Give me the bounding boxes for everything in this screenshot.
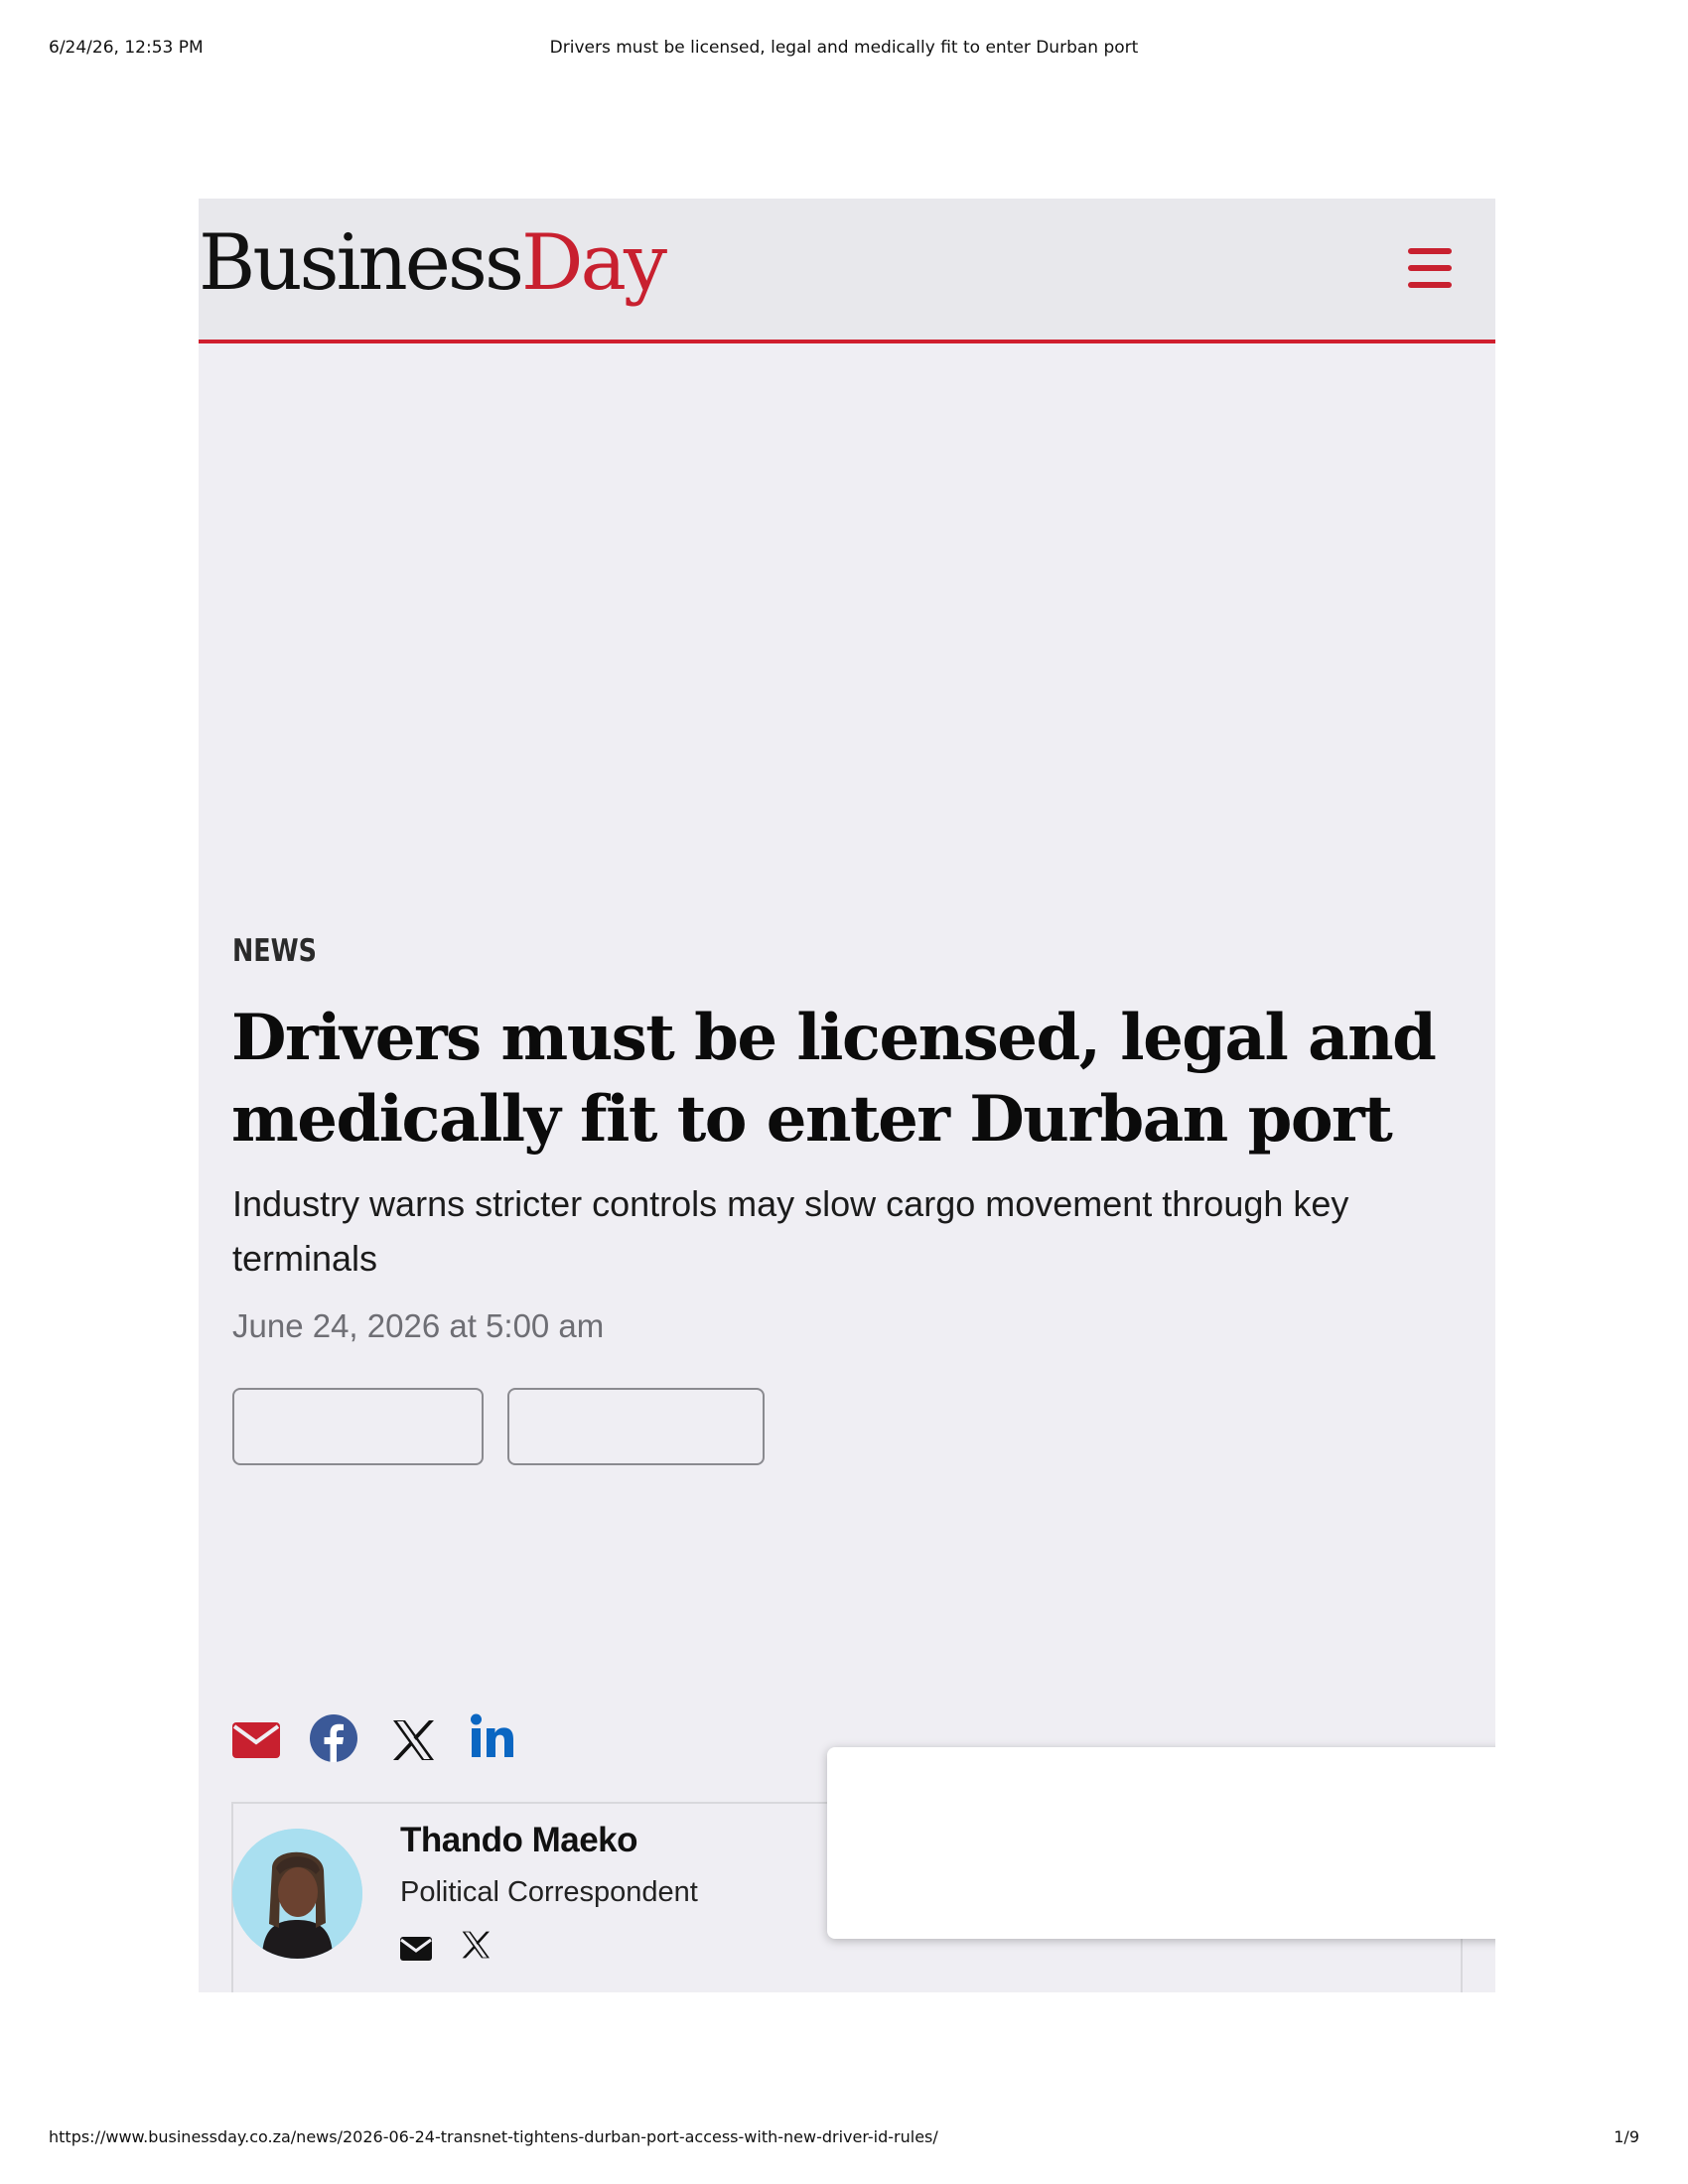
print-header (0, 38, 1688, 62)
print-page-indicator: 1/9 (1614, 2127, 1639, 2146)
article-page (199, 199, 1495, 1992)
print-document-title: Drivers must be licensed, legal and medically fit to enter Durban port (549, 38, 1139, 58)
logo-day: Day (520, 218, 665, 308)
print-timestamp: 6/24/26, 12:53 PM (49, 38, 204, 58)
floating-overlay-card[interactable] (827, 1747, 1495, 1939)
share-email-icon[interactable] (232, 1722, 280, 1772)
author-avatar[interactable] (232, 1829, 362, 1959)
print-footer (0, 2127, 1688, 2151)
hamburger-menu-icon[interactable] (1408, 248, 1452, 288)
article-headline: Drivers must be licensed, legal and medically fit to enter Durban port (231, 1001, 1436, 1157)
author-x-icon[interactable] (461, 1931, 491, 1964)
author-name[interactable]: Thando Maeko (400, 1821, 638, 1859)
action-button-2[interactable] (507, 1388, 765, 1465)
share-facebook-icon[interactable] (310, 1714, 357, 1764)
article-category[interactable]: NEWS (232, 933, 317, 969)
article-date: June 24, 2026 at 5:00 am (232, 1307, 605, 1344)
author-email-icon[interactable] (400, 1937, 432, 1966)
author-role: Political Correspondent (400, 1876, 698, 1908)
article-subheadline: Industry warns stricter controls may slow cargo movement through key terminals (232, 1183, 1349, 1279)
logo-business: Business (199, 218, 521, 308)
share-x-icon[interactable] (391, 1719, 435, 1769)
site-logo[interactable] (199, 218, 664, 308)
masthead (199, 199, 1495, 343)
print-url: https://www.businessday.co.za/news/2026-06-24-transnet-tightens-durban-port-access-with-new-driver-id-rules/ (49, 2127, 938, 2146)
action-button-1[interactable] (232, 1388, 484, 1465)
share-linkedin-icon[interactable] (470, 1713, 515, 1763)
